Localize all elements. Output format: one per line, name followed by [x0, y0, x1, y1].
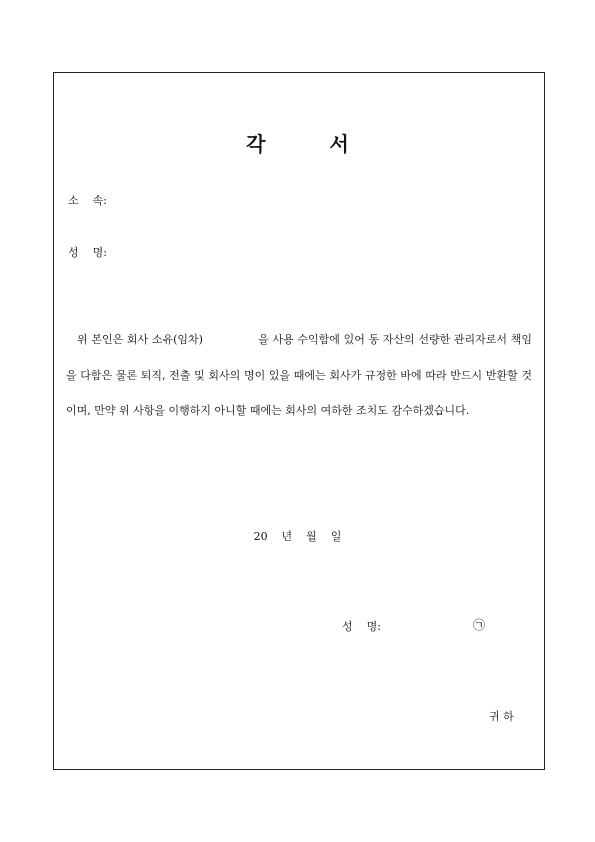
title-char-1: 각: [246, 132, 266, 156]
recipient-line: 귀 하: [489, 710, 514, 723]
name-label: 성 명:: [68, 246, 107, 259]
title-char-2: 서: [329, 132, 349, 156]
affiliation-label: 소 속:: [68, 194, 107, 207]
document-title: [0, 128, 595, 157]
seal-mark: ㉠: [473, 618, 486, 632]
pledge-body-text: 위 본인은 회사 소유(임차) 을 사용 수익함에 있어 동 자산의 선량한 관리자로서 책임을 다함은 물론 퇴직, 전출 및 회사의 명이 있을 때에는 회사가 규정한 바에 따라 반드시 반환할 것이며, 만약 위 사항을 이행하지 아니할 때에는 회사의 여하한 조치도 감수하겠습니다.: [66, 333, 532, 417]
date-line: 20 년 월 일: [253, 530, 342, 543]
signature-name-label: 성 명:: [342, 620, 381, 633]
